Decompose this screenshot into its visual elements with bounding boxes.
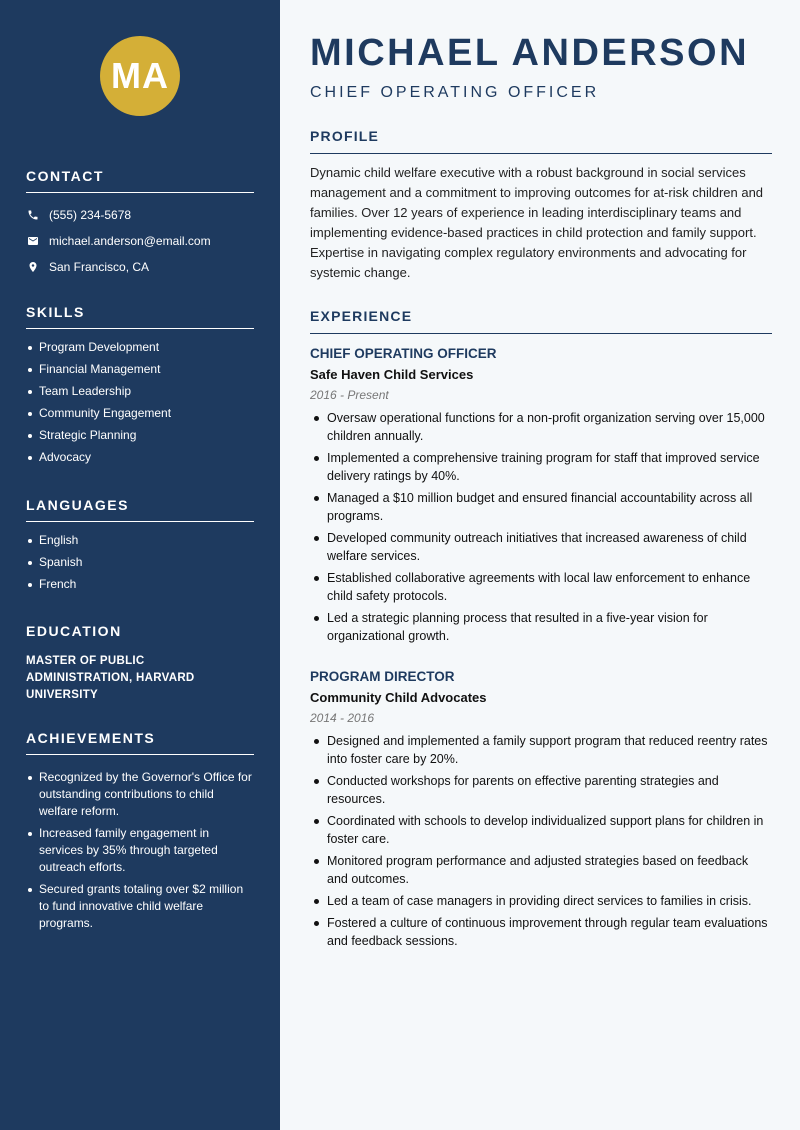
company-name: Safe Haven Child Services (310, 367, 474, 382)
job-bullet: Led a team of case managers in providing direct services to families in crisis. (310, 892, 772, 910)
skills-section (26, 304, 254, 471)
phone-icon (26, 208, 40, 222)
skill-item: Financial Management (26, 361, 254, 378)
language-item: English (26, 532, 254, 549)
skill-item: Advocacy (26, 449, 254, 466)
skill-item: Strategic Planning (26, 427, 254, 444)
job-bullets (310, 732, 772, 950)
skill-item: Team Leadership (26, 383, 254, 400)
job-bullet: Fostered a culture of continuous improvement through regular team evaluations and feedback sessions. (310, 914, 772, 950)
job-bullets (310, 409, 772, 645)
candidate-name: MICHAEL ANDERSON (310, 32, 750, 74)
education-section (26, 623, 254, 704)
education-heading: EDUCATION (26, 623, 122, 639)
job-bullet: Coordinated with schools to develop individualized support plans for children in foster care. (310, 812, 772, 848)
skills-heading: SKILLS (26, 304, 254, 329)
company-name: Community Child Advocates (310, 690, 487, 705)
job-bullet: Implemented a comprehensive training program for staff that improved service delivery ratings by 40%. (310, 449, 772, 485)
contact-section (26, 168, 254, 280)
job-entry (310, 669, 772, 954)
contact-phone (26, 202, 254, 228)
job-bullet: Monitored program performance and adjusted strategies based on feedback and outcomes. (310, 852, 772, 888)
skill-item: Community Engagement (26, 405, 254, 422)
achievements-heading: ACHIEVEMENTS (26, 730, 254, 755)
job-title: PROGRAM DIRECTOR (310, 669, 455, 684)
languages-list (26, 532, 254, 593)
profile-text: Dynamic child welfare executive with a robust background in social services management and a commitment to improving outcomes for at-risk children and families. Over 12 years of experience in leading interdisciplinary teams and implementing evidence-based practices in child protection and family support. Expertise in navigating complex regulatory environments and advocating for systemic change. (310, 165, 764, 280)
achievement-item: Secured grants totaling over $2 million to fund innovative child welfare programs. (26, 881, 254, 932)
location-text: San Francisco, CA (49, 260, 150, 274)
achievements-section (26, 730, 254, 937)
language-item: Spanish (26, 554, 254, 571)
candidate-title: CHIEF OPERATING OFFICER (310, 84, 600, 101)
sidebar (0, 0, 280, 1130)
job-entry (310, 346, 772, 649)
job-bullet: Led a strategic planning process that resulted in a five-year vision for organizational growth. (310, 609, 772, 645)
job-bullet: Conducted workshops for parents on effective parenting strategies and resources. (310, 772, 772, 808)
phone-text: (555) 234-5678 (49, 208, 132, 222)
experience-heading: EXPERIENCE (310, 308, 772, 334)
language-item: French (26, 576, 254, 593)
skills-list (26, 339, 254, 466)
contact-heading: CONTACT (26, 168, 254, 193)
email-text: michael.anderson@email.com (49, 234, 211, 248)
avatar-initials: MA (111, 55, 169, 96)
job-bullet: Established collaborative agreements with local law enforcement to enhance child safety protocols. (310, 569, 772, 605)
contact-email (26, 228, 254, 254)
job-bullet: Designed and implemented a family support program that reduced reentry rates into foster care by 20%. (310, 732, 772, 768)
languages-section (26, 497, 254, 598)
avatar (100, 36, 180, 116)
email-icon (26, 234, 40, 248)
contact-location (26, 254, 254, 280)
job-dates: 2016 - Present (310, 388, 389, 402)
job-bullet: Oversaw operational functions for a non-profit organization serving over 15,000 children annually. (310, 409, 772, 445)
education-degree: MASTER OF PUBLIC ADMINISTRATION, HARVARD UNIVERSITY (26, 655, 195, 701)
job-bullet: Managed a $10 million budget and ensured financial accountability across all programs. (310, 489, 772, 525)
achievements-list (26, 769, 254, 932)
achievement-item: Recognized by the Governor's Office for outstanding contributions to child welfare reform. (26, 769, 254, 820)
achievement-item: Increased family engagement in services by 35% through targeted outreach efforts. (26, 825, 254, 876)
job-dates: 2014 - 2016 (310, 711, 375, 725)
job-bullet: Developed community outreach initiatives that increased awareness of child welfare services. (310, 529, 772, 565)
location-pin-icon (26, 260, 40, 274)
skill-item: Program Development (26, 339, 254, 356)
profile-heading: PROFILE (310, 128, 772, 154)
job-title: CHIEF OPERATING OFFICER (310, 346, 497, 361)
languages-heading: LANGUAGES (26, 497, 254, 522)
